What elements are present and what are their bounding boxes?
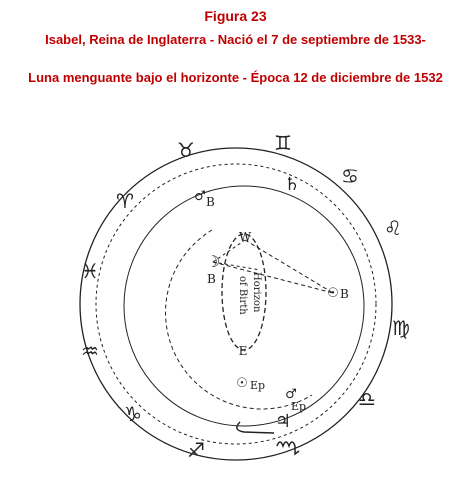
scorpio-icon	[277, 442, 299, 454]
sagittarius-icon: ♐	[187, 438, 205, 462]
jupiter-icon: ♃	[274, 411, 292, 432]
west-label: W	[238, 230, 252, 244]
mars-ep-label: Ep	[291, 400, 307, 413]
sun-ep-label: Ep	[250, 379, 266, 392]
figure-title-line2: Luna menguante bajo el horizonte - Época 12 de diciembre de 1532	[28, 70, 443, 85]
east-label: E	[238, 344, 248, 358]
figure-number: Figura 23	[204, 8, 267, 24]
libra-icon: ♎	[358, 387, 376, 411]
capricorn-icon: ♑	[124, 402, 142, 426]
sun-ep-icon: ☉	[236, 376, 248, 391]
virgo-icon: ♍	[392, 316, 410, 340]
leo-icon: ♌	[384, 216, 402, 240]
aquarius-icon: ♒	[81, 339, 99, 363]
mars-ep-icon: ♂	[285, 387, 297, 402]
saturn-icon: ♄	[283, 174, 301, 195]
moon-sun-line	[213, 262, 333, 293]
moon-birth-label: B	[207, 272, 216, 286]
cancer-icon: ♋	[341, 164, 359, 188]
sun-birth-label: B	[340, 287, 349, 301]
moon-icon: ☽	[205, 252, 221, 271]
aries-icon: ♈	[116, 189, 134, 213]
sun-birth-icon: ☉	[327, 286, 339, 301]
gemini-icon: ♊	[274, 131, 292, 155]
horizon-text: Horizon	[251, 272, 262, 313]
taurus-icon: ♉	[177, 138, 195, 162]
pisces-icon: ♓	[81, 259, 99, 283]
of-birth-text: of Birth	[237, 276, 248, 315]
figure-title-line1: Isabel, Reina de Inglaterra - Nació el 7 de septiembre de 1533-	[45, 32, 426, 47]
mars-birth-icon: ♂	[194, 189, 206, 204]
mars-birth-label: B	[206, 195, 215, 209]
